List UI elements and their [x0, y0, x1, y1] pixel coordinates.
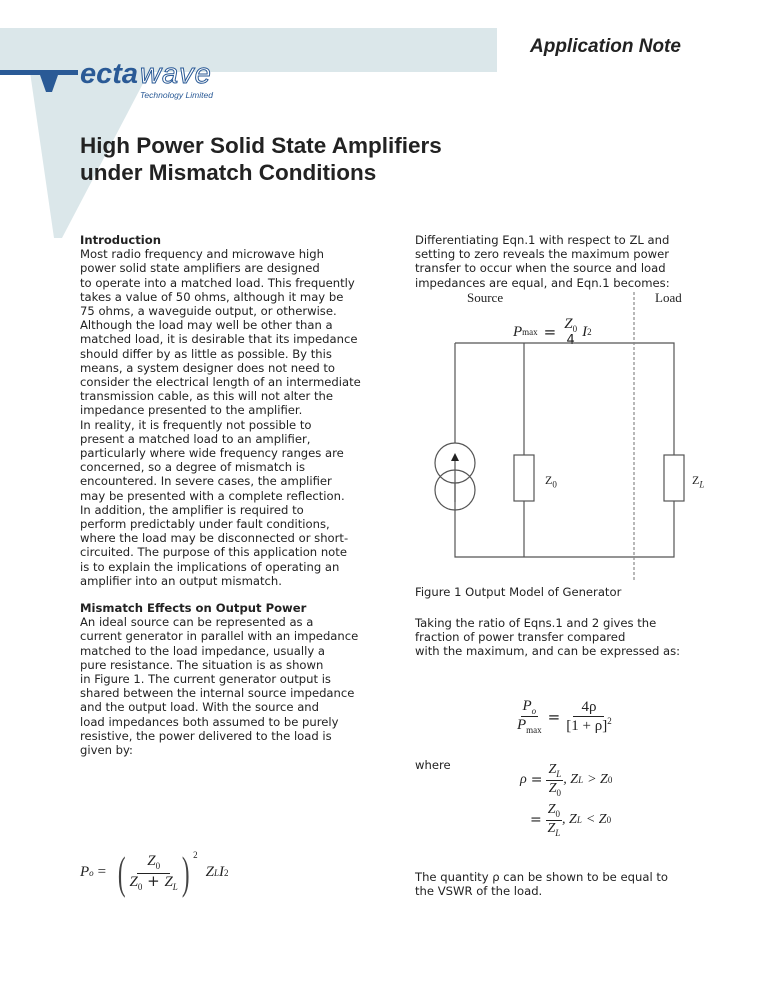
text-line: The quantity ρ can be shown to be equal to [415, 870, 668, 884]
mismatch-section [80, 601, 358, 757]
eq-sign: = [530, 812, 542, 828]
eq-sub: 0 [572, 324, 578, 334]
eq-sub: 0 [552, 479, 557, 490]
eq-symbol: Z [547, 802, 556, 818]
source-label: Source [467, 290, 504, 305]
text-line: where the load may be disconnected or short- [80, 531, 349, 546]
eq-exp: 2 [587, 327, 592, 338]
logo-text-bold: ecta [80, 58, 139, 90]
text-line: encountered. In severe cases, the amplifier [80, 474, 332, 489]
eq-symbol: P [513, 323, 523, 340]
load-label: Load [655, 290, 682, 305]
text-line: fraction of power transfer compared [415, 630, 626, 645]
text-line: matched to the load impedance, usually a [80, 643, 325, 658]
eq-sub: 0 [606, 815, 612, 825]
text-line: An ideal source can be represented as a [80, 615, 314, 630]
eq-condition: , Z [563, 772, 579, 787]
paren-left: ( [117, 847, 126, 898]
equation-4 [520, 763, 612, 837]
eq-numerator: 4ρ [581, 699, 597, 716]
text-line: In reality, it is frequently not possible to [80, 417, 312, 432]
eq-condition: > Z [587, 772, 608, 787]
text-line: pure resistance. The situation is as shown [80, 657, 324, 672]
page-title [80, 132, 442, 186]
eq-denominator: [1 + ρ] [566, 717, 608, 734]
text-line: shared between the internal source impedance [80, 686, 355, 701]
title-line: under Mismatch Conditions [80, 160, 377, 185]
figure-caption: Figure 1 Output Model of Generator [415, 585, 622, 599]
quantity-paragraph [415, 870, 668, 898]
eq-exp: 2 [607, 715, 612, 726]
text-line: transmission cable, as this will not alter the [80, 389, 333, 404]
title-line: High Power Solid State Amplifiers [80, 133, 442, 158]
where-label: where [415, 758, 451, 772]
eq-fraction [129, 853, 177, 893]
eq-sign: + [147, 872, 160, 890]
logo-subtitle: Technology Limited [140, 90, 213, 100]
text-line: should differ by as little as possible. By this [80, 346, 332, 361]
eq-symbol: I [219, 864, 224, 880]
eq-sub: L [578, 775, 584, 785]
text-line: In addition, the amplifier is required to [80, 502, 304, 517]
eq-symbol: I [582, 323, 588, 340]
eq-symbol: P [80, 864, 90, 880]
paren-right: ) [181, 847, 190, 898]
text-line: matched load, it is desirable that its impedance [80, 332, 358, 347]
text-line: 75 ohms, a waveguide output, or otherwise. [80, 304, 337, 319]
text-line: current generator in parallel with an impedance [80, 629, 359, 644]
eq-condition: , Z [562, 812, 577, 827]
text-line: particularly where wide frequency ranges are [80, 446, 344, 461]
eq-sub: o [531, 706, 537, 716]
text-line: to operate into a matched load. This frequently [80, 275, 355, 290]
text-line: and the output load. With the source and [80, 700, 320, 715]
eq-denominator: 4 [566, 333, 575, 349]
text-line: present a matched load to an amplifier, [80, 431, 311, 446]
text-line: the VSWR of the load. [415, 884, 543, 899]
eq-exp: 2 [193, 850, 198, 860]
z0-label: Z [545, 473, 553, 487]
eq-symbol: P [517, 717, 527, 734]
eq-symbol: Z [548, 762, 557, 778]
eq-symbol: Z [164, 874, 173, 890]
eq-symbol: Z [564, 316, 573, 332]
text-line: is to explain the implications of operating an [80, 559, 340, 574]
eq-sub: 0 [555, 809, 561, 820]
eq-sub: L [213, 867, 219, 878]
eq-sub: L [555, 827, 561, 838]
company-logo [0, 58, 240, 102]
figure-1-circuit [430, 280, 710, 582]
eq-sign: = [530, 772, 543, 788]
eq-sub: max [526, 725, 542, 736]
mismatch-body [80, 615, 358, 757]
text-line: resistive, the power delivered to the load is [80, 728, 332, 743]
eq-sub: 0 [155, 860, 161, 871]
text-line: transfer to occur when the source and load [415, 261, 666, 276]
text-line: means, a system designer does not need to [80, 360, 336, 375]
logo-swoosh-icon [0, 66, 80, 96]
eq-sign: = [547, 707, 561, 726]
text-line: load impedances both assumed to be purely [80, 714, 339, 729]
eq-symbol: Z [147, 852, 156, 869]
document-type-label: Application Note [530, 36, 681, 57]
text-line: consider the electrical length of an intermediate [80, 375, 361, 390]
eq-exp: 2 [224, 867, 229, 878]
eq-sub: L [576, 815, 582, 825]
section-heading: Introduction [80, 233, 161, 247]
text-line: given by: [80, 743, 133, 758]
text-line: impedances are equal, and Eqn.1 becomes: [415, 275, 670, 290]
equation-3 [517, 698, 612, 736]
eq-symbol: Z [547, 820, 556, 836]
eq-sub: L [556, 769, 562, 780]
section-heading: Mismatch Effects on Output Power [80, 601, 307, 615]
eq-symbol: Z [205, 864, 214, 880]
circuit-diagram [430, 280, 710, 582]
eq-symbol: P [522, 698, 532, 714]
equation-1 [80, 846, 229, 899]
text-line: power solid state amplifiers are designed [80, 261, 320, 276]
zl-label: Z [692, 473, 700, 487]
ratio-paragraph [415, 616, 680, 659]
text-line: takes a value of 50 ohms, although it may be [80, 289, 344, 304]
text-line: perform predictably under fault conditions, [80, 517, 330, 532]
text-line: in Figure 1. The current generator output is [80, 672, 331, 687]
introduction-section [80, 233, 361, 588]
text-line: may be presented with a complete reflection. [80, 488, 345, 503]
eq-sub: o [89, 867, 94, 878]
logo-wordmark [80, 58, 212, 91]
logo-text-light: wave [140, 58, 212, 90]
text-line: setting to zero reveals the maximum power [415, 247, 670, 262]
eq-sub: max [522, 327, 538, 338]
eq-sub: L [699, 479, 705, 490]
text-line: Although the load may well be other than a [80, 318, 333, 333]
eq-symbol: Z [548, 780, 557, 796]
text-line: Most radio frequency and microwave high [80, 247, 324, 262]
eq-condition: < Z [585, 812, 607, 827]
eq-symbol: Z [129, 874, 138, 890]
intro-body [80, 247, 361, 588]
eq-sub: L [172, 882, 178, 892]
eq-sign: = [543, 323, 557, 342]
text-line: with the maximum, and can be expressed as: [415, 644, 681, 659]
text-line: circuited. The purpose of this application note [80, 545, 347, 560]
eq-sub: 0 [607, 775, 613, 785]
text-line: amplifier into an output mismatch. [80, 573, 282, 588]
text-line: Differentiating Eqn.1 with respect to ZL and [415, 233, 670, 247]
eq-symbol: ρ [520, 772, 527, 787]
eq-sub: 0 [556, 787, 562, 798]
eq-sign: = [97, 864, 107, 880]
eq-sub: 0 [137, 882, 143, 892]
text-line: Taking the ratio of Eqns.1 and 2 gives the [415, 616, 657, 630]
text-line: concerned, so a degree of mismatch is [80, 460, 306, 475]
text-line: impedance presented to the amplifier. [80, 403, 303, 418]
